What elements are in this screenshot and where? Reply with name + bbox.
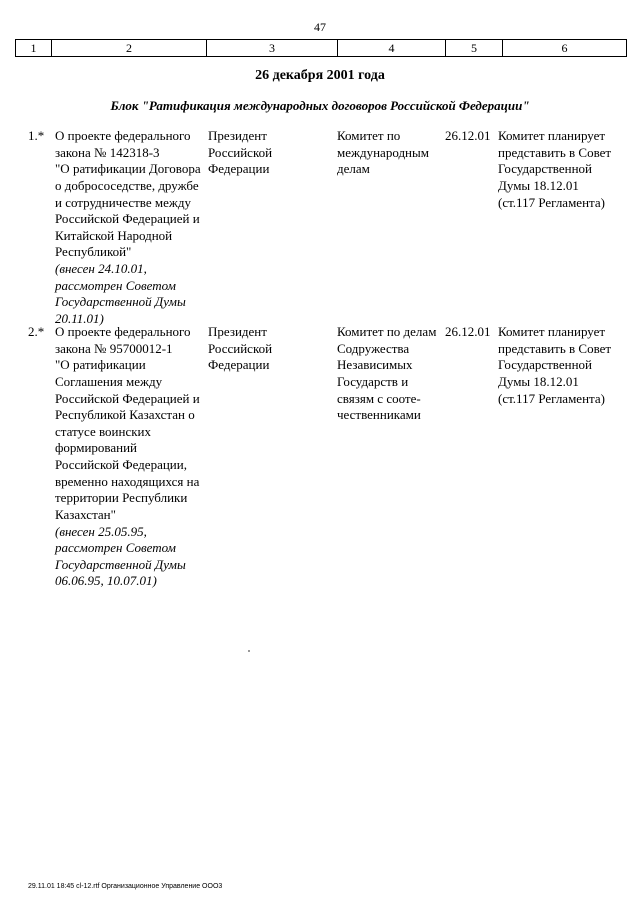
remark-line: представить в Совет bbox=[498, 144, 612, 160]
introduced-note-line: Государственной Думы bbox=[55, 294, 186, 310]
initiator bbox=[208, 128, 328, 178]
initiator-line: Федерации bbox=[208, 161, 270, 177]
column-number-5: 5 bbox=[446, 40, 503, 57]
consideration-date: 26.12.01 bbox=[445, 128, 491, 143]
committee-line: делам bbox=[337, 161, 370, 177]
remark-line: Комитет планирует bbox=[498, 128, 606, 143]
entry-number: 2.* bbox=[28, 324, 45, 339]
column-number-6: 6 bbox=[503, 40, 627, 57]
bill-title-line: Соглашения между bbox=[55, 373, 163, 389]
bill-title-line: закона № 95700012-1 bbox=[55, 340, 173, 356]
introduced-note-line: Государственной Думы bbox=[55, 556, 186, 572]
block-heading: Блок "Ратификация международных договоров Российской Федерации" bbox=[110, 98, 530, 113]
introduced-note-line: рассмотрен Советом bbox=[55, 277, 176, 293]
bill-title-line: Республикой" bbox=[55, 244, 132, 260]
bill-title-line: О проекте федерального bbox=[55, 324, 191, 339]
initiator-line: Президент bbox=[208, 324, 267, 339]
committee-line: Комитет по bbox=[337, 128, 401, 143]
initiator-line: Президент bbox=[208, 128, 267, 143]
introduced-note-line: (внесен 25.05.95, bbox=[55, 523, 147, 539]
bill-title-line: Российской Федерацией и bbox=[55, 390, 200, 406]
responsible-committee bbox=[337, 324, 445, 424]
introduced-note-line: рассмотрен Советом bbox=[55, 540, 176, 556]
column-number-3: 3 bbox=[207, 40, 338, 57]
remark-line: Комитет планирует bbox=[498, 324, 606, 339]
bill-title-line: Российской Федерации, bbox=[55, 457, 187, 472]
column-number-4: 4 bbox=[338, 40, 446, 57]
initiator-line: Российской bbox=[208, 144, 273, 160]
bill-title-line: О проекте федерального bbox=[55, 128, 191, 143]
committee-line: Независимых bbox=[337, 357, 413, 373]
initiator-line: Российской bbox=[208, 340, 273, 356]
remark-line: Думы 18.12.01 bbox=[498, 177, 579, 193]
remark bbox=[498, 128, 613, 211]
consideration-date: 26.12.01 bbox=[445, 324, 491, 339]
bill-title-line: Российской Федерацией и bbox=[55, 211, 200, 227]
bill-title-line: о добрососедстве, дружбе bbox=[55, 177, 199, 193]
bill-title-line: Казахстан" bbox=[55, 506, 116, 522]
bill-title-line: статусе воинских bbox=[55, 423, 152, 439]
remark-line: (ст.117 Регламента) bbox=[498, 390, 605, 406]
bill-title-line: и сотрудничестве между bbox=[55, 194, 191, 210]
committee-line: Государств и bbox=[337, 373, 409, 389]
entry-number: 1.* bbox=[28, 128, 45, 143]
remark-line: Государственной bbox=[498, 161, 593, 177]
column-number-2: 2 bbox=[52, 40, 207, 57]
bill-title bbox=[55, 128, 205, 328]
bill-title-line: "О ратификации Договора bbox=[55, 161, 201, 177]
bill-title-line: Республикой Казахстан о bbox=[55, 407, 195, 423]
page-number: 47 bbox=[314, 20, 326, 34]
committee-line: связям с сооте- bbox=[337, 390, 421, 406]
bill-title-line: закона № 142318-3 bbox=[55, 144, 160, 160]
bill-title-line: Китайской Народной bbox=[55, 227, 173, 243]
committee-line: международным bbox=[337, 144, 429, 160]
bill-title-line: формирований bbox=[55, 440, 138, 456]
column-number-1: 1 bbox=[16, 40, 52, 57]
remark-line: Думы 18.12.01 bbox=[498, 373, 579, 389]
bill-title bbox=[55, 324, 205, 590]
date-heading: 26 декабря 2001 года bbox=[255, 68, 385, 83]
bill-title-line: территории Республики bbox=[55, 490, 188, 506]
introduced-note-line: 20.11.01) bbox=[55, 310, 104, 326]
bill-title-line: "О ратификации bbox=[55, 357, 146, 373]
initiator-line: Федерации bbox=[208, 357, 270, 373]
remark-line: (ст.117 Регламента) bbox=[498, 194, 605, 210]
column-header-table bbox=[15, 39, 627, 57]
committee-line: Содружества bbox=[337, 340, 410, 356]
introduced-note-line: (внесен 24.10.01, bbox=[55, 261, 147, 276]
bill-title-line: временно находящихся на bbox=[55, 473, 200, 489]
responsible-committee bbox=[337, 128, 445, 178]
print-footer: 29.11.01 18:45 cl-12.rtf Организационное Управление ООО3 bbox=[28, 883, 223, 890]
committee-line: Комитет по делам bbox=[337, 324, 437, 339]
introduced-note-line: 06.06.95, 10.07.01) bbox=[55, 573, 157, 589]
committee-line: чественниками bbox=[337, 407, 421, 423]
initiator bbox=[208, 324, 328, 374]
remark-line: представить в Совет bbox=[498, 340, 612, 356]
remark bbox=[498, 324, 613, 407]
remark-line: Государственной bbox=[498, 357, 593, 373]
scan-speck bbox=[248, 650, 250, 652]
